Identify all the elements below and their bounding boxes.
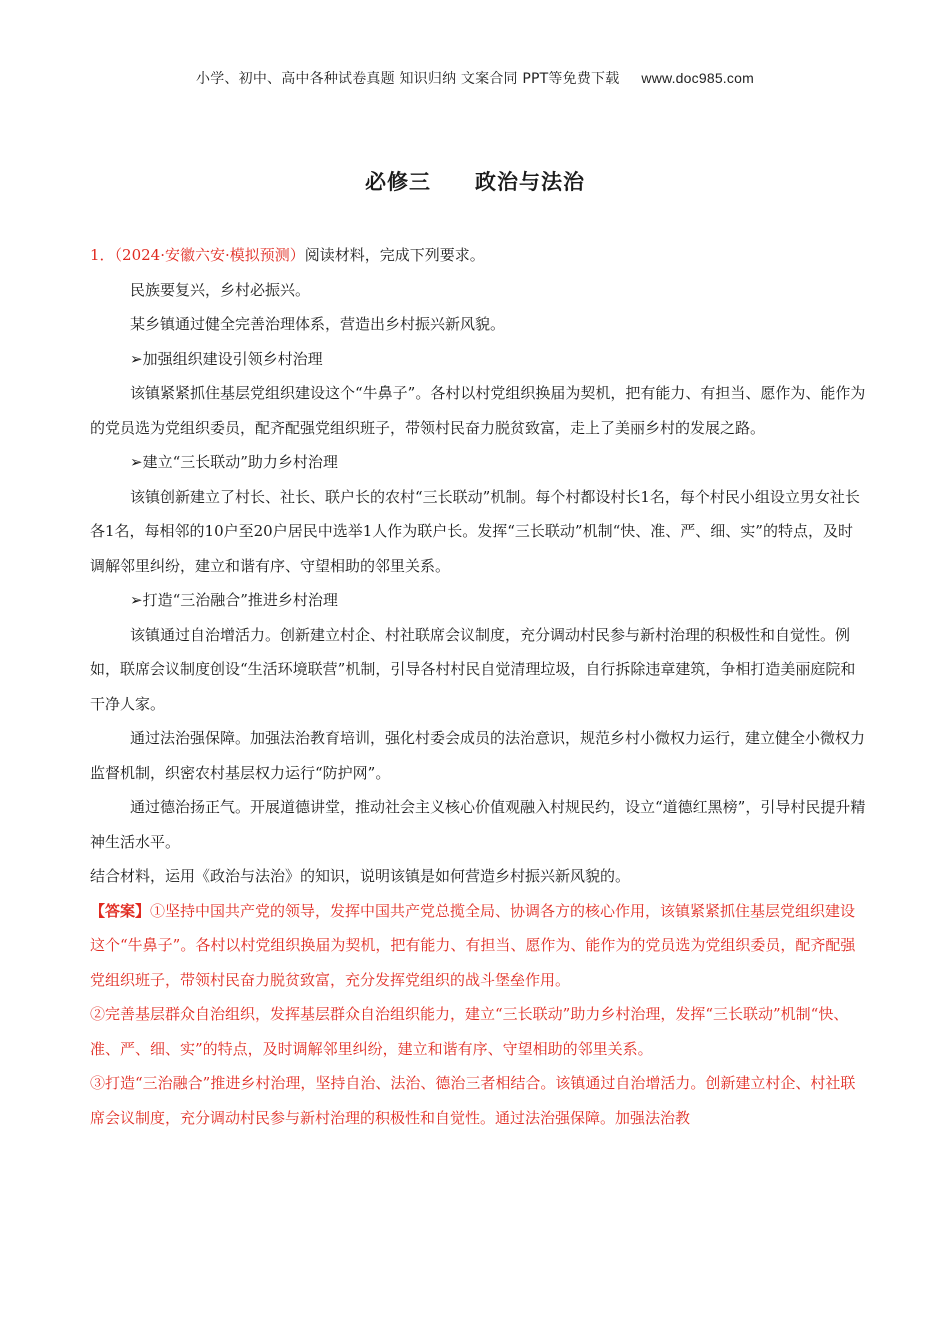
title-part2: 政治与法治 <box>475 170 585 194</box>
answer-point: ②完善基层群众自治组织，发挥基层群众自治组织能力，建立“三长联动”助力乡村治理，发挥“三长联动”机制“快、准、严、细、实”的特点，及时调解邻里纠纷，建立和谐有序、守望相助的邻里关系。 <box>90 1005 849 1058</box>
material-paragraph: 某乡镇通过健全完善治理体系，营造出乡村振兴新风貌。 <box>130 315 506 333</box>
material-paragraph: 该镇通过自治增活力。创新建立村企、村社联席会议制度，充分调动村民参与新村治理的积极性和自觉性。例如，联席会议制度创设“生活环境联营”机制，引导各村村民自觉清理垃圾，自行拆除违章建筑，争相打造美丽庭院和干净人家。 <box>90 625 856 713</box>
material-paragraph: 通过法治强保障。加强法治教育培训，强化村委会成员的法治意识，规范乡村小微权力运行，建立健全小微权力监督机制，织密农村基层权力运行“防护网”。 <box>90 729 866 782</box>
page-header <box>0 68 950 88</box>
page-title <box>0 166 950 196</box>
answer-point: ③打造“三治融合”推进乡村治理，坚持自治、法治、德治三者相结合。该镇通过自治增活力。创新建立村企、村社联席会议制度，充分调动村民参与新村治理的积极性和自觉性。通过法治强保障。加强法治教 <box>90 1074 856 1127</box>
question-content <box>90 238 866 1135</box>
question-prompt: 阅读材料，完成下列要求。 <box>304 246 485 264</box>
header-site[interactable]: www.doc985.com <box>641 70 754 86</box>
question-task: 结合材料，运用《政治与法治》的知识，说明该镇是如何营造乡村振兴新风貌的。 <box>90 867 631 885</box>
answer-point <box>90 894 866 998</box>
question-heading <box>90 238 866 273</box>
material-paragraph: 该镇创新建立了村长、社长、联户长的农村“三长联动”机制。每个村都设村长1名，每个村民小组设立男女社长各1名，每相邻的10户至20户居民中选举1人作为联户长。发挥“三长联动”机制“快、准、严、细、实”的特点，及时调解邻里纠纷，建立和谐有序、守望相助的邻里关系。 <box>90 487 860 575</box>
question-source: （2024·安徽六安·模拟预测） <box>114 246 305 264</box>
material-paragraph: 通过德治扬正气。开展道德讲堂，推动社会主义核心价值观融入村规民约，设立“道德红黑榜”，引导村民提升精神生活水平。 <box>90 798 866 851</box>
question-number: 1． <box>90 246 115 264</box>
answer-label: 【答案】 <box>90 901 151 920</box>
answer-point-text: ①坚持中国共产党的领导，发挥中国共产党总揽全局、协调各方的核心作用，该镇紧紧抓住基层党组织建设这个“牛鼻子”。各村以村党组织换届为契机，把有能力、有担当、愿作为、能作为的党员选为党组织委员，配齐配强党组织班子，带领村民奋力脱贫致富，充分发挥党组织的战斗堡垒作用。 <box>90 901 856 989</box>
material-paragraph: 民族要复兴，乡村必振兴。 <box>130 280 311 299</box>
header-text: 小学、初中、高中各种试卷真题 知识归纳 文案合同 PPT等免费下载 <box>196 71 620 87</box>
title-part1: 必修三 <box>365 170 431 194</box>
material-subheading: ➢建立“三长联动”助力乡村治理 <box>130 453 338 471</box>
material-subheading: ➢加强组织建设引领乡村治理 <box>130 349 323 368</box>
material-paragraph: 该镇紧紧抓住基层党组织建设这个“牛鼻子”。各村以村党组织换届为契机，把有能力、有担当、愿作为、能作为的党员选为党组织委员，配齐配强党组织班子，带领村民奋力脱贫致富，走上了美丽乡村的发展之路。 <box>90 384 866 437</box>
material-subheading: ➢打造“三治融合”推进乡村治理 <box>130 591 338 609</box>
